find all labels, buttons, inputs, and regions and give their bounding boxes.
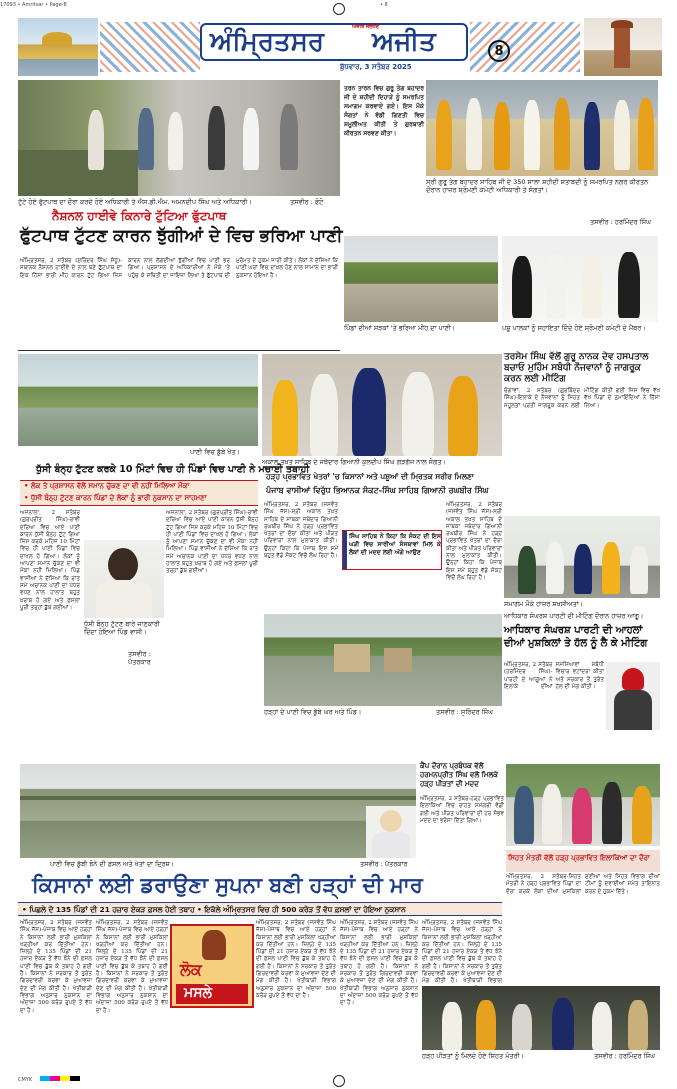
relief-visit-photo — [506, 764, 660, 846]
s9-subhead: • ਪਿਛਲੇ ਦੋ 135 ਪਿੰਡਾਂ ਦੀ 21 ਹਜ਼ਾਰ ਏਕੜ ਫ਼ਸਲ ਹੋਈ ਤਬਾਹ • ਇਕੱਲੇ ਅੰਮ੍ਰਿਤਸਰ ਵਿਚ ਹੀ 500 ਕਰੋੜ ਤੋਂ ਵੱਧ ਫ਼ਸਲਾਂ ਦਾ ਹੋਇਆ ਨੁਕਸਾਨ — [22, 905, 406, 914]
top-print-strip: 17093 • Amritsar • Page-8 — [0, 2, 67, 8]
s4-body-left: ਅਜਨਾਲਾ, 2 ਸਤੰਬਰ (ਗੁਰਪ੍ਰੀਤ ਸਿੰਘ)-ਰਾਵੀ ਦਰਿਆ ਵਿਚ ਆਏ ਪਾਣੀ ਕਾਰਨ ਧੁੱਸੀ ਬੰਨ੍ਹ ਟੁੱਟ ਗਿਆ ਜਿਸ ਕਰਕੇ ਮਹਿਜ਼ 10 ਮਿੰਟਾਂ ਵਿਚ ਹੀ ਪਾਣੀ ਪਿੰਡਾਂ ਵਿਚ ਦਾਖਲ ਹੋ ਗਿਆ। ਲੋਕਾਂ ਨੂੰ ਆਪਣਾ ਸਮਾਨ ਚੁੱਕਣ ਦਾ ਵੀ ਮੌਕਾ ਨਹੀਂ ਮਿਲਿਆ। ਪਿੰਡ ਵਾਸੀਆਂ ਨੇ ਦੱਸਿਆ ਕਿ ਰਾਤ ਸਮੇਂ ਅਚਾਨਕ ਪਾਣੀ ਦਾ ਪੱਧਰ ਵਧਣ ਨਾਲ ਹਾਲਾਤ ਬਹੁਤ ਖ਼ਰਾਬ ਹੋ ਗਏ ਅਤੇ ਫ਼ਸਲਾਂ ਪੂਰੀ ਤਰ੍ਹਾਂ ਡੁੱਬ ਗਈਆਂ। — [20, 510, 80, 611]
s8-headline: ਕੈਂਪ ਦੌਰਾਨ ਪ੍ਰਬੰਧਕ ਵੱਲੋਂ ਹਰਮਨਪ੍ਰੀਤ ਸਿੰਘ ਵਲੋਂ ਮਿਲਕੇ ਹੜ੍ਹ ਪੀੜਤਾਂ ਦੀ ਮਦਦ — [420, 762, 498, 788]
reporter-portrait-photo — [366, 806, 416, 858]
cmyk-strip — [18, 1076, 318, 1084]
s6-photo-caption: ਸਮਾਗਮ ਮੌਕੇ ਹਾਜ਼ਰ ਸ਼ਖ਼ਸੀਅਤਾਂ। — [504, 600, 584, 608]
s1-body-text: ਅੰਮ੍ਰਿਤਸਰ, 2 ਸਤੰਬਰ (ਸੁਰਿੰਦਰ ਸਿੰਘ ਸੰਧੂ)-ਸਥਾਨਕ ਨੈਸ਼ਨਲ ਹਾਈਵੇ ਦੇ ਨਾਲ ਬਣੇ ਫੁੱਟਪਾਥ ਦਾ ਇਕ ਹਿੱਸਾ ਭਾਰੀ ਮੀਂਹ ਕਾਰਨ ਟੁੱਟ ਗਿਆ ਜਿਸ ਕਾਰਨ ਨਾਲ ਲੱਗਦੀਆਂ ਝੁੱਗੀਆਂ ਵਿਚ ਪਾਣੀ ਭਰ ਗਿਆ। ਪ੍ਰਸ਼ਾਸਨ ਦੇ ਅਧਿਕਾਰੀਆਂ ਨੇ ਮੌਕੇ 'ਤੇ ਪਹੁੰਚ ਕੇ ਸਥਿਤੀ ਦਾ ਜਾਇਜ਼ਾ ਲਿਆ ਤੇ ਫੁੱਟਪਾਥ ਦੀ ਮੁਰੰਮਤ ਦੇ ਹੁਕਮ ਜਾਰੀ ਕੀਤੇ। ਲੋਕਾਂ ਨੇ ਦੱਸਿਆ ਕਿ ਪਾਣੀ ਘਰਾਂ ਵਿਚ ਦਾਖ਼ਲ ਹੋਣ ਨਾਲ ਸਾਮਾਨ ਦਾ ਭਾਰੀ ਨੁਕਸਾਨ ਹੋਇਆ ਹੈ। — [20, 258, 338, 279]
s4-headline: ਧੁੱਸੀ ਬੰਨ੍ਹ ਟੁੱਟਣ ਕਰਕੇ 10 ਮਿੰਟਾਂ ਵਿਚ ਹੀ ਪਿੰਡਾਂ ਵਿਚ ਪਾਣੀ ਨੇ ਮਚਾਈ ਤਬਾਹੀ — [36, 464, 310, 475]
officials-group-photo — [502, 236, 658, 322]
s1-headline: ਫੁੱਟਪਾਥ ਟੁੱਟਣ ਕਾਰਨ ਝੁੱਗੀਆਂ ਦੇ ਵਿਚ ਭਰਿਆ ਪਾਣੀ — [20, 226, 343, 246]
s7-body-text: ਅੰਮ੍ਰਿਤਸਰ, 2 ਸਤੰਬਰ (ਹਰਮਿੰਦਰ ਸਿੰਘ)-ਪਾਰਟੀ ਦੇ ਆਗੂਆਂ ਨੇ ਇਲਾਕੇ ਦੀਆਂ ਸਮੱਸਿਆਵਾਂ ਸਬੰਧੀ ਵਿਚਾਰ ਵਟਾਂਦਰਾ ਕੀਤਾ ਅਤੇ ਸਰਕਾਰ ਤੋਂ ਤੁਰੰਤ ਹੱਲ ਦੀ ਮੰਗ ਕੀਤੀ। — [504, 662, 604, 690]
s9-headline: ਕਿਸਾਨਾਂ ਲਈ ਡਰਾਉਣਾ ਸੁਪਨਾ ਬਣੀ ਹੜ੍ਹਾਂ ਦੀ ਮਾਰ — [32, 873, 423, 897]
officials-inspection-photo — [18, 80, 340, 196]
s9-photo-credit: ਤਸਵੀਰ : ਪੱਤਰਕਾਰ — [360, 860, 408, 868]
lok-masle-badge — [170, 924, 254, 1008]
masthead — [18, 18, 662, 76]
s10-headline: ਸਿਹਤ ਮੰਤਰੀ ਵੱਲੋਂ ਹੜ੍ਹ ਪ੍ਰਭਾਵਿਤ ਇਲਾਕਿਆਂ ਦਾ ਦੌਰਾ — [508, 854, 650, 862]
masthead-pattern-left — [100, 22, 200, 72]
s5-photo-caption: ਹੜ੍ਹਾਂ ਦੇ ਪਾਣੀ ਵਿਚ ਡੁੱਬੇ ਘਰ ਅਤੇ ਪਿੰਡ। — [264, 708, 362, 716]
masthead-pattern-right — [470, 22, 580, 72]
jathedar-meeting-photo — [262, 354, 502, 456]
s3-caption-4: ਅਕਾਲ ਤਖ਼ਤ ਸਾਹਿਬ ਦੇ ਜਥੇਦਾਰ ਗਿਆਨੀ ਕੁਲਦੀਪ ਸਿੰਘ ਗੜਗੱਜ ਨਾਲ ਸੰਗਤ। — [262, 458, 447, 466]
golden-temple-photo — [18, 18, 98, 76]
s10-body-text: ਅੰਮ੍ਰਿਤਸਰ, 2 ਸਤੰਬਰ-ਸਿਹਤ ਮੰਤਰੀ ਨੇ ਹੜ੍ਹ ਪ੍ਰਭਾਵਿਤ ਪਿੰਡਾਂ ਦਾ ਦੌਰਾ ਕਰਕੇ ਲੋਕਾਂ ਦੀਆਂ ਮੁਸ਼ਕਿਲਾਂ ਸੁਣੀਆਂ ਅਤੇ ਸਿਹਤ ਵਿਭਾਗ ਦੀਆਂ ਟੀਮਾਂ ਨੂੰ ਦਵਾਈਆਂ ਸਮੇਤ ਤਾਇਨਾਤ ਕਰਨ ਦੇ ਹੁਕਮ ਦਿੱਤੇ। — [506, 874, 660, 895]
cmyk-label: CMYK — [18, 1077, 33, 1083]
s3-caption-2: ਪਾਣੀ ਵਿਚ ਡੁੱਬੇ ਖੇਤ। — [190, 448, 240, 456]
submerged-paddy-photo — [20, 764, 416, 858]
s6-body-text: ਚੋਗਾਵਾਂ, 2 ਸਤੰਬਰ (ਗੁਰਬਿੰਦਰ ਸਿੰਘ)-ਇਲਾਕੇ ਦੇ ਨੌਜਵਾਨਾਂ ਨੂੰ ਸਿਹਤ ਸਹੂਲਤਾਂ ਪ੍ਰਤੀ ਜਾਗਰੂਕ ਕਰਨ ਲਈ ਮੀਟਿੰਗ ਕੀਤੀ ਗਈ ਜਿਸ ਵਿਚ ਵੱਖ ਵੱਖ ਪਿੰਡਾਂ ਦੇ ਨੁਮਾਇੰਦਿਆਂ ਨੇ ਹਿੱਸਾ ਲਿਆ। — [504, 388, 660, 409]
color-bar — [40, 1076, 80, 1081]
registration-mark-top — [333, 3, 345, 15]
masthead-small-label: ਅਜੀਤ ਜਲੰਧਰ — [352, 24, 379, 30]
masthead-date: ਬੁੱਧਵਾਰ, 3 ਸਤੰਬਰ 2025 — [340, 63, 412, 71]
s9-body-col-1: ਅੰਮ੍ਰਿਤਸਰ, 2 ਸਤੰਬਰ (ਜਸਵੰਤ ਸਿੰਘ ਜੱਸ)-ਪੰਜਾਬ ਵਿਚ ਆਏ ਹੜ੍ਹਾਂ ਨੇ ਕਿਸਾਨਾਂ ਲਈ ਭਾਰੀ ਮੁਸ਼ਕਿਲਾਂ ਖੜ੍ਹੀਆਂ ਕਰ ਦਿੱਤੀਆਂ ਹਨ। ਜ਼ਿਲ੍ਹੇ ਦੇ 135 ਪਿੰਡਾਂ ਦੀ 21 ਹਜ਼ਾਰ ਏਕੜ ਤੋਂ ਵੱਧ ਝੋਨੇ ਦੀ ਫ਼ਸਲ ਪਾਣੀ ਵਿਚ ਡੁੱਬ ਕੇ ਤਬਾਹ ਹੋ ਗਈ ਹੈ। ਕਿਸਾਨਾਂ ਨੇ ਸਰਕਾਰ ਤੋਂ ਤੁਰੰਤ ਗਿਰਦਾਵਰੀ ਕਰਵਾ ਕੇ ਮੁਆਵਜ਼ਾ ਦੇਣ ਦੀ ਮੰਗ ਕੀਤੀ ਹੈ। ਖੇਤੀਬਾੜੀ ਵਿਭਾਗ ਅਨੁਸਾਰ ਨੁਕਸਾਨ ਦਾ ਅੰਦਾਜ਼ਾ 500 ਕਰੋੜ ਰੁਪਏ ਤੋਂ ਵੱਧ ਦਾ ਹੈ। — [20, 920, 92, 1014]
s9-body-col-5: ਅੰਮ੍ਰਿਤਸਰ, 2 ਸਤੰਬਰ (ਜਸਵੰਤ ਸਿੰਘ ਜੱਸ)-ਪੰਜਾਬ ਵਿਚ ਆਏ ਹੜ੍ਹਾਂ ਨੇ ਕਿਸਾਨਾਂ ਲਈ ਭਾਰੀ ਮੁਸ਼ਕਿਲਾਂ ਖੜ੍ਹੀਆਂ ਕਰ ਦਿੱਤੀਆਂ ਹਨ। ਜ਼ਿਲ੍ਹੇ ਦੇ 135 ਪਿੰਡਾਂ ਦੀ 21 ਹਜ਼ਾਰ ਏਕੜ ਤੋਂ ਵੱਧ ਝੋਨੇ ਦੀ ਫ਼ਸਲ ਪਾਣੀ ਵਿਚ ਡੁੱਬ ਕੇ ਤਬਾਹ ਹੋ ਗਈ ਹੈ। ਕਿਸਾਨਾਂ ਨੇ ਸਰਕਾਰ ਤੋਂ ਤੁਰੰਤ ਗਿਰਦਾਵਰੀ ਕਰਵਾ ਕੇ ਮੁਆਵਜ਼ਾ ਦੇਣ ਦੀ ਮੰਗ ਕੀਤੀ ਹੈ। ਖੇਤੀਬਾੜੀ ਵਿਭਾਗ — [422, 920, 502, 985]
page-number-circle: 8 — [488, 40, 510, 62]
s2-photo-caption: ਸ੍ਰੀ ਗੁਰੂ ਤੇਗ ਬਹਾਦਰ ਸਾਹਿਬ ਜੀ ਦੇ 350 ਸਾਲਾ ਸ਼ਹੀਦੀ ਸ਼ਤਾਬਦੀ ਨੂੰ ਸਮਰਪਿਤ ਨਗਰ ਕੀਰਤਨ ਦੌਰਾਨ ਹਾਜ਼ਰ ਸ਼੍ਰੋਮਣੀ ਕਮੇਟੀ ਅਧਿਕਾਰੀ ਤੇ ਸੰਗਤਾਂ। — [426, 178, 649, 194]
s7-headline: ਆਧਿਕਾਰ ਸੰਘਰਸ਼ ਪਾਰਟੀ ਦੀ ਆਹਲਾਂ ਦੀਆਂ ਮੁਸ਼ਕਿਲਾਂ ਤੇ ਹੱਲ ਨੂੰ ਲੈ ਕੇ ਮੀਟਿੰਗ — [504, 625, 648, 649]
s3-caption-3: ਪਸ਼ੂ ਪਾਲਕਾਂ ਨੂੰ ਸਹਾਇਤਾ ਦਿੰਦੇ ਹੋਏ ਸ਼੍ਰੋਮਣੀ ਕਮੇਟੀ ਦੇ ਮੈਂਬਰ। — [502, 324, 646, 332]
s10-photo-caption: ਹੜ੍ਹ ਪੀੜਤਾਂ ਨੂੰ ਮਿਲਦੇ ਹੋਏ ਸਿਹਤ ਮੰਤਰੀ। — [422, 1052, 524, 1060]
s8-body-text: ਅੰਮ੍ਰਿਤਸਰ, 2 ਸਤੰਬਰ-ਹੜ੍ਹ ਪ੍ਰਭਾਵਿਤ ਇਲਾਕਿਆਂ ਵਿਚ ਰਾਹਤ ਸਮੱਗਰੀ ਵੰਡੀ ਗਈ ਅਤੇ ਪੀੜਤ ਪਰਿਵਾਰਾਂ ਦੀ ਹਰ ਸੰਭਵ ਮਦਦ ਦਾ ਭਰੋਸਾ ਦਿੱਤਾ ਗਿਆ। — [420, 796, 504, 824]
s9-subhead-band — [18, 902, 502, 916]
s4-bullet-2: • ਧੁੱਸੀ ਬੰਨ੍ਹ ਟੁੱਟਣ ਕਾਰਨ ਪਿੰਡਾਂ ਦੇ ਲੋਕਾਂ ਨੂੰ ਭਾਰੀ ਨੁਕਸਾਨ ਦਾ ਸਾਹਮਣਾ — [24, 494, 207, 502]
s10-photo-credit: ਤਸਵੀਰ : ਹਰਮਿੰਦਰ ਸਿੰਘ — [594, 1052, 655, 1060]
s5-body-left: ਅੰਮ੍ਰਿਤਸਰ, 2 ਸਤੰਬਰ (ਜਸਵੰਤ ਸਿੰਘ ਜੱਸ)-ਸ੍ਰੀ ਅਕਾਲ ਤਖ਼ਤ ਸਾਹਿਬ ਦੇ ਸਾਬਕਾ ਜਥੇਦਾਰ ਗਿਆਨੀ ਰਘਬੀਰ ਸਿੰਘ ਨੇ ਹੜ੍ਹ ਪ੍ਰਭਾਵਿਤ ਖੇਤਰਾਂ ਦਾ ਦੌਰਾ ਕੀਤਾ ਅਤੇ ਪੀੜਤ ਪਰਿਵਾਰਾਂ ਨਾਲ ਮੁਲਾਕਾਤ ਕੀਤੀ। ਉਨ੍ਹਾਂ ਕਿਹਾ ਕਿ ਪੰਜਾਬ ਇਸ ਸਮੇਂ ਬਹੁਤ ਵੱਡੇ ਸੰਕਟ ਵਿਚੋਂ ਲੰਘ ਰਿਹਾ ਹੈ। — [264, 502, 338, 560]
s2-photo-credit: ਤਸਵੀਰ : ਹਰਮਿੰਦਰ ਸਿੰਘ — [590, 218, 651, 226]
registration-mark-bottom — [333, 1075, 345, 1087]
badge-word-masle: ਮਸਲੇ — [184, 985, 212, 1001]
s4-bullet-1: • ਲੋਕ ਤੇ ਪ੍ਰਸ਼ਾਸਨ ਵੱਲੋਂ ਸਮਾਨ ਚੁੱਕਣ ਦਾ ਵੀ ਨਹੀਂ ਮਿਲਿਆ ਮੌਕਾ — [24, 482, 190, 490]
s1-kicker: ਨੈਸ਼ਨਲ ਹਾਈਵੇ ਕਿਨਾਰੇ ਟੁੱਟਿਆ ਫੁੱਟਪਾਥ — [52, 209, 227, 223]
s5-headline: ਪੰਜਾਬ ਵਾਸੀਆਂ ਵਿਰੁੱਧ ਭਿਆਨਕ ਸੰਕਟ-ਸਿੰਘ ਸਾਹਿਬ ਗਿਆਨੀ ਰਘਬੀਰ ਸਿੰਘ — [266, 486, 489, 495]
badge-masle-band — [176, 984, 248, 1004]
masthead-title-amritsar: ਅੰਮ੍ਰਿਤਸਰ — [210, 27, 325, 57]
flooded-village-photo — [264, 614, 502, 706]
s1-photo-caption: ਟੁੱਟੇ ਹੋਏ ਫੁੱਟਪਾਥ ਦਾ ਦੌਰਾ ਕਰਦੇ ਹੋਏ ਅਧਿਕਾਰੀ ਤੇ ਐਸ.ਡੀ.ਐਮ. ਅਮਨਦੀਪ ਸਿੰਘ ਅਤੇ ਅਧਿਕਾਰੀ। — [18, 198, 252, 206]
s9-body-col-2: ਅੰਮ੍ਰਿਤਸਰ, 2 ਸਤੰਬਰ (ਜਸਵੰਤ ਸਿੰਘ ਜੱਸ)-ਪੰਜਾਬ ਵਿਚ ਆਏ ਹੜ੍ਹਾਂ ਨੇ ਕਿਸਾਨਾਂ ਲਈ ਭਾਰੀ ਮੁਸ਼ਕਿਲਾਂ ਖੜ੍ਹੀਆਂ ਕਰ ਦਿੱਤੀਆਂ ਹਨ। ਜ਼ਿਲ੍ਹੇ ਦੇ 135 ਪਿੰਡਾਂ ਦੀ 21 ਹਜ਼ਾਰ ਏਕੜ ਤੋਂ ਵੱਧ ਝੋਨੇ ਦੀ ਫ਼ਸਲ ਪਾਣੀ ਵਿਚ ਡੁੱਬ ਕੇ ਤਬਾਹ ਹੋ ਗਈ ਹੈ। ਕਿਸਾਨਾਂ ਨੇ ਸਰਕਾਰ ਤੋਂ ਤੁਰੰਤ ਗਿਰਦਾਵਰੀ ਕਰਵਾ ਕੇ ਮੁਆਵਜ਼ਾ ਦੇਣ ਦੀ ਮੰਗ ਕੀਤੀ ਹੈ। ਖੇਤੀਬਾੜੀ ਵਿਭਾਗ ਅਨੁਸਾਰ ਨੁਕਸਾਨ ਦਾ ਅੰਦਾਜ਼ਾ 500 ਕਰੋੜ ਰੁਪਏ ਤੋਂ ਵੱਧ ਦਾ ਹੈ। — [96, 920, 168, 1014]
s9-body-col-3: ਅੰਮ੍ਰਿਤਸਰ, 2 ਸਤੰਬਰ (ਜਸਵੰਤ ਸਿੰਘ ਜੱਸ)-ਪੰਜਾਬ ਵਿਚ ਆਏ ਹੜ੍ਹਾਂ ਨੇ ਕਿਸਾਨਾਂ ਲਈ ਭਾਰੀ ਮੁਸ਼ਕਿਲਾਂ ਖੜ੍ਹੀਆਂ ਕਰ ਦਿੱਤੀਆਂ ਹਨ। ਜ਼ਿਲ੍ਹੇ ਦੇ 135 ਪਿੰਡਾਂ ਦੀ 21 ਹਜ਼ਾਰ ਏਕੜ ਤੋਂ ਵੱਧ ਝੋਨੇ ਦੀ ਫ਼ਸਲ ਪਾਣੀ ਵਿਚ ਡੁੱਬ ਕੇ ਤਬਾਹ ਹੋ ਗਈ ਹੈ। ਕਿਸਾਨਾਂ ਨੇ ਸਰਕਾਰ ਤੋਂ ਤੁਰੰਤ ਗਿਰਦਾਵਰੀ ਕਰਵਾ ਕੇ ਮੁਆਵਜ਼ਾ ਦੇਣ ਦੀ ਮੰਗ ਕੀਤੀ ਹੈ। ਖੇਤੀਬਾੜੀ ਵਿਭਾਗ ਅਨੁਸਾਰ ਨੁਕਸਾਨ ਦਾ ਅੰਦਾਜ਼ਾ 500 ਕਰੋੜ ਰੁਪਏ ਤੋਂ ਵੱਧ ਦਾ ਹੈ। — [256, 920, 336, 999]
s4-body-right-text: ਅਜਨਾਲਾ, 2 ਸਤੰਬਰ (ਗੁਰਪ੍ਰੀਤ ਸਿੰਘ)-ਰਾਵੀ ਦਰਿਆ ਵਿਚ ਆਏ ਪਾਣੀ ਕਾਰਨ ਧੁੱਸੀ ਬੰਨ੍ਹ ਟੁੱਟ ਗਿਆ ਜਿਸ ਕਰਕੇ ਮਹਿਜ਼ 10 ਮਿੰਟਾਂ ਵਿਚ ਹੀ ਪਾਣੀ ਪਿੰਡਾਂ ਵਿਚ ਦਾਖਲ ਹੋ ਗਿਆ। ਲੋਕਾਂ ਨੂੰ ਆਪਣਾ ਸਮਾਨ ਚੁੱਕਣ ਦਾ ਵੀ ਮੌਕਾ ਨਹੀਂ ਮਿਲਿਆ। ਪਿੰਡ ਵਾਸੀਆਂ ਨੇ ਦੱਸਿਆ ਕਿ ਰਾਤ ਸਮੇਂ ਅਚਾਨਕ ਪਾਣੀ ਦਾ ਪੱਧਰ ਵਧਣ ਨਾਲ ਹਾਲਾਤ ਬਹੁਤ ਖ਼ਰਾਬ ਹੋ ਗਏ ਅਤੇ ਫ਼ਸਲਾਂ ਪੂਰੀ ਤਰ੍ਹਾਂ ਡੁੱਬ ਗਈਆਂ। — [166, 510, 258, 575]
masthead-title-ajit: ਅਜੀਤ — [372, 27, 436, 57]
s1-divider — [18, 350, 340, 351]
s5-quote-box — [342, 530, 442, 570]
s9-body-col-4: ਅੰਮ੍ਰਿਤਸਰ, 2 ਸਤੰਬਰ (ਜਸਵੰਤ ਸਿੰਘ ਜੱਸ)-ਪੰਜਾਬ ਵਿਚ ਆਏ ਹੜ੍ਹਾਂ ਨੇ ਕਿਸਾਨਾਂ ਲਈ ਭਾਰੀ ਮੁਸ਼ਕਿਲਾਂ ਖੜ੍ਹੀਆਂ ਕਰ ਦਿੱਤੀਆਂ ਹਨ। ਜ਼ਿਲ੍ਹੇ ਦੇ 135 ਪਿੰਡਾਂ ਦੀ 21 ਹਜ਼ਾਰ ਏਕੜ ਤੋਂ ਵੱਧ ਝੋਨੇ ਦੀ ਫ਼ਸਲ ਪਾਣੀ ਵਿਚ ਡੁੱਬ ਕੇ ਤਬਾਹ ਹੋ ਗਈ ਹੈ। ਕਿਸਾਨਾਂ ਨੇ ਸਰਕਾਰ ਤੋਂ ਤੁਰੰਤ ਗਿਰਦਾਵਰੀ ਕਰਵਾ ਕੇ ਮੁਆਵਜ਼ਾ ਦੇਣ ਦੀ ਮੰਗ ਕੀਤੀ ਹੈ। ਖੇਤੀਬਾੜੀ ਵਿਭਾਗ ਅਨੁਸਾਰ ਨੁਕਸਾਨ ਦਾ ਅੰਦਾਜ਼ਾ 500 ਕਰੋੜ ਰੁਪਏ ਤੋਂ ਵੱਧ ਦਾ ਹੈ। — [340, 920, 418, 1007]
s5-photo-credit: ਤਸਵੀਰ : ਸੁਰਿੰਦਰ ਸਿੰਘ — [436, 708, 493, 716]
meeting-gathering-photo — [504, 516, 660, 598]
flooded-fields-photo — [18, 354, 258, 446]
s4-photo-caption: ਧੁੱਸੀ ਬੰਨ੍ਹ ਟੁੱਟਣ ਬਾਰੇ ਜਾਣਕਾਰੀ ਦਿੰਦਾ ਹੋਇਆ ਪਿੰਡ ਵਾਸੀ। — [84, 620, 160, 636]
s9-headline-band — [18, 872, 502, 900]
s5-kicker: ਹੜ੍ਹ ਪ੍ਰਭਾਵਿਤ ਖੇਤਰਾਂ 'ਚ ਕਿਸਾਨਾਂ ਅਤੇ ਪਸ਼ੂਆਂ ਦੀ ਮ੍ਰਿਤਕ ਸਰੀਰ ਮਿਲਣਾ — [266, 472, 474, 481]
s6-headline: ਤਰਸੇਮ ਸਿੰਘ ਵੱਲੋਂ ਗੁਰੂ ਨਾਨਕ ਦੇਵ ਹਸਪਤਾਲ ਬਚਾਓ ਮੁਹਿੰਮ ਸਬੰਧੀ ਨੌਜਵਾਨਾਂ ਨੂੰ ਜਾਗਰੂਕ ਕਰਨ ਲਈ ਮੀਟਿੰਗ — [504, 352, 649, 384]
s1-photo-credit: ਤਸਵੀਰ : ਫੋਟੋ — [290, 198, 324, 206]
heritage-building-photo — [584, 18, 662, 76]
s4-photo-credit: ਤਸਵੀਰ : ਪੱਤਰਕਾਰ — [128, 650, 151, 666]
procession-photo — [426, 80, 658, 176]
top-print-strip-right: • 8 — [380, 2, 388, 8]
s5-body-right: ਅੰਮ੍ਰਿਤਸਰ, 2 ਸਤੰਬਰ (ਜਸਵੰਤ ਸਿੰਘ ਜੱਸ)-ਸ੍ਰੀ ਅਕਾਲ ਤਖ਼ਤ ਸਾਹਿਬ ਦੇ ਸਾਬਕਾ ਜਥੇਦਾਰ ਗਿਆਨੀ ਰਘਬੀਰ ਸਿੰਘ ਨੇ ਹੜ੍ਹ ਪ੍ਰਭਾਵਿਤ ਖੇਤਰਾਂ ਦਾ ਦੌਰਾ ਕੀਤਾ ਅਤੇ ਪੀੜਤ ਪਰਿਵਾਰਾਂ ਨਾਲ ਮੁਲਾਕਾਤ ਕੀਤੀ। ਉਨ੍ਹਾਂ ਕਿਹਾ ਕਿ ਪੰਜਾਬ ਇਸ ਸਮੇਂ ਬਹੁਤ ਵੱਡੇ ਸੰਕਟ ਵਿਚੋਂ ਲੰਘ ਰਿਹਾ ਹੈ। — [446, 502, 502, 581]
s7-photo-caption: ਆਧਿਕਾਰ ਸੰਘਰਸ਼ ਪਾਰਟੀ ਦੀ ਮੀਟਿੰਗ ਦੌਰਾਨ ਹਾਜ਼ਰ ਆਗੂ। — [504, 612, 644, 620]
fist-icon — [202, 930, 226, 960]
villager-interview-photo — [84, 540, 164, 618]
s2-body-text: ਤਰਨ ਤਾਰਨ ਵਿਚ ਗੁਰੂ ਤੇਗ ਬਹਾਦਰ ਜੀ ਦੇ ਸ਼ਹੀਦੀ ਦਿਹਾੜੇ ਨੂੰ ਸਮਰਪਿਤ ਸਮਾਗਮ ਕਰਵਾਏ ਗਏ। ਇਸ ਮੌਕੇ ਸੰਗਤਾਂ ਨੇ ਵੱਡੀ ਗਿਣਤੀ ਵਿਚ ਸ਼ਮੂਲੀਅਤ ਕੀਤੀ ਤੇ ਗੁਰਬਾਣੀ ਕੀਰਤਨ ਸਰਵਣ ਕੀਤਾ। — [344, 85, 424, 137]
waterlogged-road-photo — [344, 236, 498, 322]
s5-quote-text: ਸਿੰਘ ਸਾਹਿਬ ਨੇ ਕਿਹਾ ਕਿ ਸੰਕਟ ਦੀ ਇਸ ਘੜੀ ਵਿਚ ਸਾਰੀਆਂ ਸੰਸਥਾਵਾਂ ਮਿਲ ਕੇ ਲੋਕਾਂ ਦੀ ਮਦਦ ਲਈ ਅੱਗੇ ਆਉਣ — [349, 533, 441, 556]
masthead-title-box — [200, 23, 468, 61]
s9-photo-caption: ਪਾਣੀ ਵਿਚ ਡੁੱਬੀ ਝੋਨੇ ਦੀ ਫ਼ਸਲ ਅਤੇ ਖੇਤਾਂ ਦਾ ਦ੍ਰਿਸ਼। — [50, 860, 175, 868]
badge-word-lok: ਲੋਕ — [180, 960, 202, 979]
s10-headline-band — [506, 850, 660, 872]
s3-caption-1: ਪਿੰਡਾਂ ਦੀਆਂ ਸੜਕਾਂ 'ਤੇ ਭਰਿਆ ਮੀਂਹ ਦਾ ਪਾਣੀ। — [344, 324, 456, 332]
minister-visit-photo — [422, 986, 660, 1050]
leader-portrait-photo — [606, 662, 660, 730]
